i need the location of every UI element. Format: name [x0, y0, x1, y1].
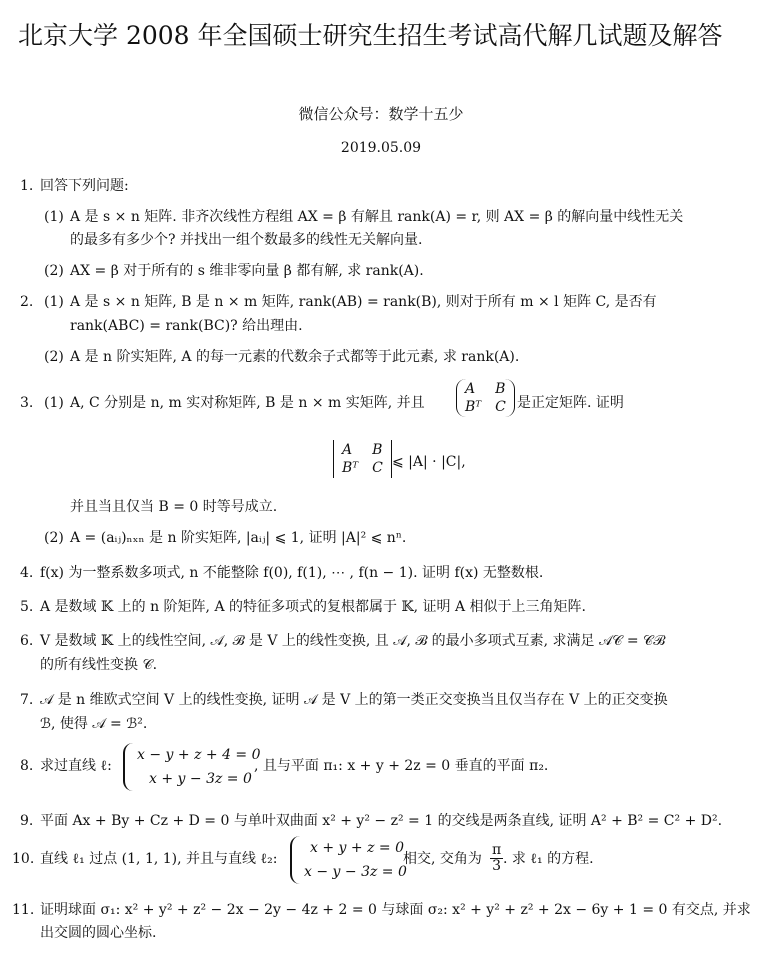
equation: x − y − 3z = 0	[304, 864, 407, 880]
q11-line1: 证明球面 σ₁: x² + y² + z² − 2x − 2y − 4z + 2 = 0 与球面 σ₂: x² + y² + z² + 2x − 6y + 1 = 0 有交点, 并求	[40, 902, 751, 918]
matrix-cell: Bᵀ	[465, 399, 482, 415]
fraction-numerator: π	[492, 842, 502, 858]
q10-pre: 直线 ℓ₁ 过点 (1, 1, 1), 并且与直线 ℓ₂:	[40, 851, 278, 867]
fraction-denominator: 3	[492, 858, 502, 874]
det-cell: B	[372, 442, 383, 458]
date: 2019.05.09	[340, 140, 422, 156]
q2-p2-line1: A 是 n 阶实矩阵, A 的每一元素的代数余子式都等于此元素, 求 rank(A).	[70, 349, 520, 365]
det-cell: C	[372, 460, 383, 476]
q1-p2-line1: AX = β 对于所有的 s 维非零向量 β 都有解, 求 rank(A).	[70, 263, 424, 279]
matrix-cell: A	[465, 381, 476, 397]
q4-number: 4.	[20, 565, 34, 581]
q10-post: . 求 ℓ₁ 的方程.	[503, 851, 594, 867]
q3-p1-post: 是正定矩阵. 证明	[517, 395, 624, 411]
det-cell: A	[342, 442, 353, 458]
q7-number: 7.	[20, 692, 34, 708]
q1-number: 1.	[20, 178, 34, 194]
q10-mid: 相交, 交角为	[403, 851, 482, 867]
q3-p2-line1: A = (aᵢⱼ)ₙₓₙ 是 n 阶实矩阵, |aᵢⱼ| ⩽ 1, 证明 |A|² ⩽ nⁿ.	[70, 530, 407, 546]
q10-equation-system	[290, 836, 407, 884]
q3-p1-line3: 并且当且仅当 B = 0 时等号成立.	[70, 499, 278, 515]
q8-number: 8.	[20, 758, 34, 774]
q1-text: 回答下列问题:	[40, 178, 129, 194]
q6-line1: V 是数域 𝕂 上的线性空间, 𝒜, ℬ 是 V 上的线性变换, 且 𝒜, ℬ 的最小多项式互素, 求满足 𝒜𝒞 = 𝒞ℬ	[40, 633, 665, 649]
equation: x + y + z = 0	[310, 840, 404, 856]
q3-p2-label: (2)	[44, 530, 64, 546]
block-determinant	[333, 440, 392, 478]
q8-pre: 求过直线 ℓ:	[40, 758, 112, 774]
q11-number: 11.	[12, 902, 35, 918]
q5-text: A 是数域 𝕂 上的 n 阶矩阵, A 的特征多项式的复根都属于 𝕂, 证明 A 相似于上三角矩阵.	[40, 599, 586, 615]
q3-p1-pre: A, C 分别是 n, m 实对称矩阵, B 是 n × m 实矩阵, 并且	[70, 395, 425, 411]
q6-number: 6.	[20, 633, 34, 649]
matrix-cell: C	[495, 399, 506, 415]
subtitle: 微信公众号：数学十五少	[298, 105, 464, 123]
document-title: 北京大学 2008 年全国硕士研究生招生考试高代解几试题及解答	[18, 21, 723, 50]
q3-inequality: ⩽ |A| · |C|,	[392, 454, 466, 470]
q5-number: 5.	[20, 599, 34, 615]
det-cell: Bᵀ	[342, 460, 359, 476]
q2-p1-line1: A 是 s × n 矩阵, B 是 n × m 矩阵, rank(AB) = rank(B), 则对于所有 m × l 矩阵 C, 是否有	[70, 294, 657, 310]
q1-p2-label: (2)	[44, 263, 64, 279]
q9-number: 9.	[20, 813, 34, 829]
q8-post: , 且与平面 π₁: x + y + 2z = 0 垂直的平面 π₂.	[254, 758, 549, 774]
block-matrix	[456, 379, 515, 417]
q4-text: f(x) 为一整系数多项式, n 不能整除 f(0), f(1), ⋯ , f(n − 1). 证明 f(x) 无整数根.	[40, 565, 544, 581]
equation: x − y + z + 4 = 0	[137, 747, 261, 763]
q6-line2: 的所有线性变换 𝒞.	[40, 657, 158, 673]
fraction-pi-over-3	[490, 843, 503, 874]
q2-p2-label: (2)	[44, 349, 64, 365]
matrix-cell: B	[495, 381, 506, 397]
q8-equation-system	[123, 743, 261, 791]
q3-p1-label: (1)	[44, 395, 64, 411]
q1-p1-line2: 的最多有多少个? 并找出一组个数最多的线性无关解向量.	[70, 232, 423, 248]
q9-text: 平面 Ax + By + Cz + D = 0 与单叶双曲面 x² + y² − z² = 1 的交线是两条直线, 证明 A² + B² = C² + D².	[40, 813, 723, 829]
q3-number: 3.	[20, 395, 34, 411]
q10-number: 10.	[12, 851, 35, 867]
q11-line2: 出交圆的圆心坐标.	[40, 925, 157, 941]
q2-number: 2.	[20, 294, 34, 310]
q2-p1-line2: rank(ABC) = rank(BC)? 给出理由.	[70, 318, 303, 334]
q7-line2: ℬ, 使得 𝒜 = ℬ².	[40, 716, 148, 732]
q1-p1-line1: A 是 s × n 矩阵. 非齐次线性方程组 AX = β 有解且 rank(A) = r, 则 AX = β 的解向量中线性无关	[70, 209, 684, 225]
q7-line1: 𝒜 是 n 维欧式空间 V 上的线性变换, 证明 𝒜 是 V 上的第一类正交变换当且仅当存在 V 上的正交变换	[40, 692, 668, 708]
q2-p1-label: (1)	[44, 294, 64, 310]
q1-p1-label: (1)	[44, 209, 64, 225]
equation: x + y − 3z = 0	[149, 771, 252, 787]
